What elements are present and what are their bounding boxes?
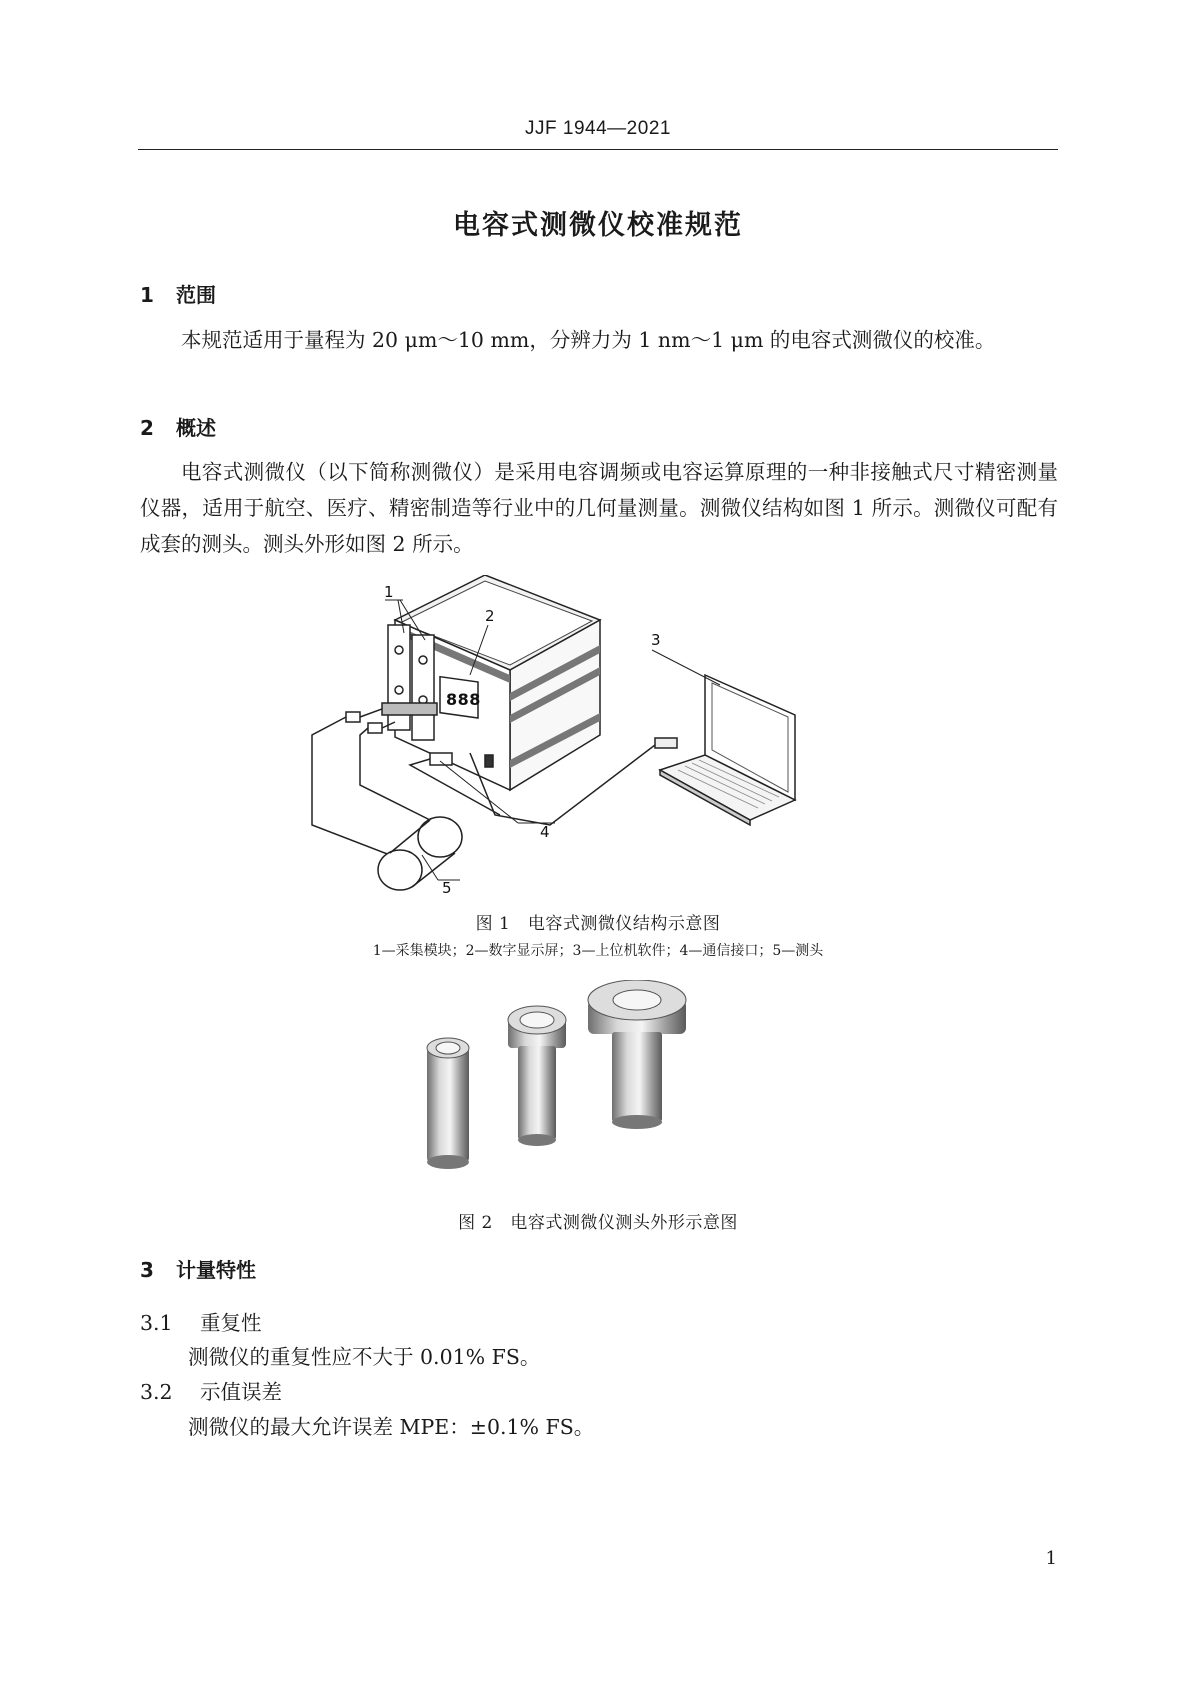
label-5: 5 <box>442 879 452 897</box>
section-3-number: 3 <box>140 1258 154 1282</box>
section-1-title: 范围 <box>176 283 216 307</box>
section-2-number: 2 <box>140 416 154 440</box>
figure-1-legend: 1—采集模块；2—数字显示屏；3—上位机软件；4—通信接口；5—测头 <box>372 943 824 959</box>
figure-2-caption: 图 2 电容式测微仪测头外形示意图 <box>458 1213 738 1233</box>
subsection-3-1-heading <box>140 1306 262 1336</box>
figure-2-photo <box>420 980 760 1180</box>
subsection-3-2-heading <box>140 1375 282 1405</box>
subsection-3-2-text: 测微仪的最大允许误差 MPE：±0.1% FS。 <box>188 1415 595 1439</box>
display-readout: 888 <box>446 690 481 709</box>
probe-large <box>588 980 686 1129</box>
section-2-paragraph: 电容式测微仪（以下简称测微仪）是采用电容调频或电容运算原理的一种非接触式尺寸精密测量仪器，适用于航空、医疗、精密制造等行业中的几何量测量。测微仪结构如图 1 所示。测微仪可配有成套的测头。测头外形如图 2 所示。 <box>140 460 1058 556</box>
section-2-title: 概述 <box>176 416 216 440</box>
section-1-heading <box>140 279 216 308</box>
label-4: 4 <box>540 823 550 841</box>
label-1: 1 <box>384 583 394 601</box>
section-1-paragraph: 本规范适用于量程为 20 μm～10 mm，分辨力为 1 nm～1 μm 的电容式测微仪的校准。 <box>181 328 996 352</box>
figure-1-diagram <box>300 575 860 905</box>
subsection-3-1-title: 重复性 <box>200 1311 262 1335</box>
probe-medium <box>508 1006 566 1146</box>
section-2-heading <box>140 412 216 441</box>
laptop <box>655 675 795 825</box>
digital-display <box>440 677 481 718</box>
section-1-number: 1 <box>140 283 154 307</box>
probe-small <box>427 1038 469 1169</box>
page-number: 1 <box>1045 1548 1057 1569</box>
subsection-3-1-text: 测微仪的重复性应不大于 0.01% FS。 <box>188 1345 541 1369</box>
label-3: 3 <box>651 631 661 649</box>
subsection-3-2-title: 示值误差 <box>200 1380 282 1404</box>
header-rule <box>138 149 1058 150</box>
subsection-3-2-number: 3.2 <box>140 1380 173 1404</box>
page-title: 电容式测微仪校准规范 <box>453 210 743 241</box>
section-3-title: 计量特性 <box>176 1258 256 1282</box>
subsection-3-1-number: 3.1 <box>140 1311 173 1335</box>
section-3-heading <box>140 1254 256 1283</box>
document-header: JJF 1944—2021 <box>525 118 671 139</box>
label-2: 2 <box>485 607 495 625</box>
figure-1-caption: 图 1 电容式测微仪结构示意图 <box>475 914 721 934</box>
